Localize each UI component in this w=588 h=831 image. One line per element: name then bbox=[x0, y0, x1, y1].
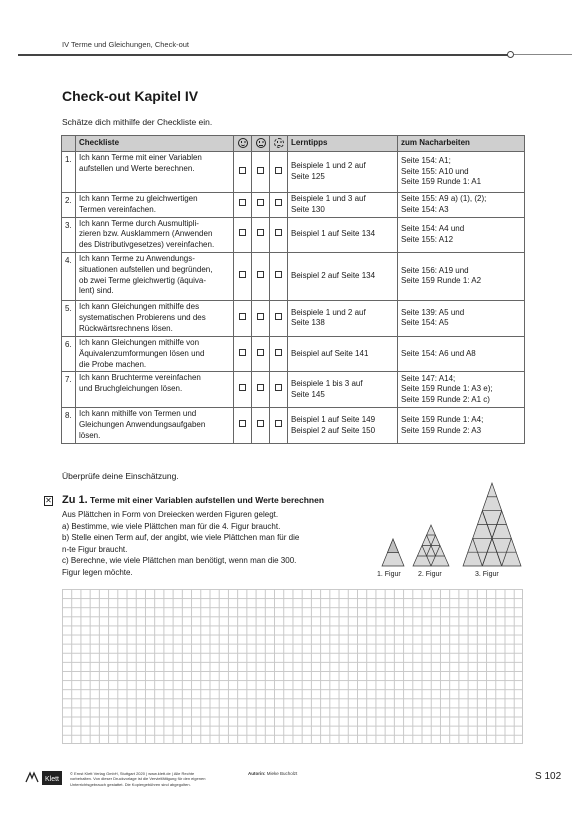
happy-cell bbox=[234, 372, 252, 408]
figure-1-label: 1. Figur bbox=[377, 571, 401, 578]
neutral-cell bbox=[252, 300, 270, 336]
competency-text bbox=[76, 336, 234, 371]
competency-line: systematischen Probierens und des bbox=[79, 312, 206, 322]
sad-cell bbox=[270, 252, 288, 300]
learning-tip bbox=[288, 372, 398, 408]
happy-cell bbox=[234, 152, 252, 193]
task-body bbox=[62, 509, 362, 579]
sad-checkbox[interactable] bbox=[275, 384, 282, 391]
figure-2-label: 2. Figur bbox=[418, 571, 442, 578]
intro-text: Schätze dich mithilfe der Checkliste ein. bbox=[62, 117, 213, 127]
practice-reference bbox=[398, 252, 525, 300]
checklist-header: Checkliste bbox=[76, 136, 234, 152]
sad-checkbox[interactable] bbox=[275, 420, 282, 427]
checklist-row bbox=[62, 217, 525, 252]
row-number: 1. bbox=[62, 152, 76, 193]
neutral-checkbox[interactable] bbox=[257, 349, 264, 356]
tip-line: Beispiele 1 und 2 auf bbox=[291, 161, 366, 171]
practice-line: Seite 154: A1; bbox=[401, 155, 451, 165]
practice-line: Seite 155: A12 bbox=[401, 234, 454, 244]
practice-line: Seite 159 Runde 1: A3 e); bbox=[401, 384, 493, 394]
happy-cell bbox=[234, 217, 252, 252]
task-heading bbox=[62, 494, 324, 506]
learning-tip bbox=[288, 252, 398, 300]
sad-cell bbox=[270, 408, 288, 444]
neutral-checkbox[interactable] bbox=[257, 271, 264, 278]
neutral-smiley-icon bbox=[252, 136, 270, 152]
practice-reference bbox=[398, 193, 525, 218]
tip-line: Seite 138 bbox=[291, 318, 325, 328]
practice-reference bbox=[398, 217, 525, 252]
learning-tip bbox=[288, 300, 398, 336]
practice-line: Seite 156: A19 und bbox=[401, 265, 469, 275]
sad-checkbox[interactable] bbox=[275, 349, 282, 356]
sad-cell bbox=[270, 372, 288, 408]
sad-checkbox[interactable] bbox=[275, 229, 282, 236]
chapter-header: IV Terme und Gleichungen, Check-out bbox=[62, 40, 190, 49]
competency-line: Rückwärtsrechnens lösen. bbox=[79, 323, 173, 333]
learning-tip bbox=[288, 408, 398, 444]
happy-smiley-icon bbox=[234, 136, 252, 152]
practice-reference bbox=[398, 372, 525, 408]
checklist-row bbox=[62, 152, 525, 193]
competency-line: zieren bzw. Ausklammern (Anwenden bbox=[79, 229, 213, 239]
competency-line: und Bruchgleichungen lösen. bbox=[79, 384, 183, 394]
competency-line: Ich kann mithilfe von Termen und bbox=[79, 409, 197, 419]
author-label: Autorin: bbox=[248, 771, 266, 776]
tip-line: Beispiel 1 auf Seite 149 bbox=[291, 415, 376, 425]
row-number: 2. bbox=[62, 193, 76, 218]
page-number: S 102 bbox=[535, 771, 562, 782]
neutral-cell bbox=[252, 152, 270, 193]
checklist-row bbox=[62, 408, 525, 444]
checkbox-task-icon: ✕ bbox=[45, 496, 52, 505]
practice-line: Seite 159 Runde 2: A1 c) bbox=[401, 395, 490, 405]
tip-line: Beispiele 1 bis 3 auf bbox=[291, 379, 363, 389]
competency-line: Ich kann Terme zu Anwendungs- bbox=[79, 253, 195, 263]
tip-line: Seite 145 bbox=[291, 389, 325, 399]
tip-line: Beispiel 2 auf Seite 134 bbox=[291, 271, 376, 281]
figure-3-label: 3. Figur bbox=[475, 571, 499, 578]
practice-reference bbox=[398, 336, 525, 371]
copyright-line: Unterrichtsgebrauch gestattet. Die Kopiergebühren sind abgegolten. bbox=[70, 781, 191, 787]
competency-text bbox=[76, 372, 234, 408]
competency-line: Ich kann Gleichungen mithilfe von bbox=[79, 337, 200, 347]
page-title: Check-out Kapitel IV bbox=[62, 88, 199, 104]
author-name: Mieke Bucholzt bbox=[266, 771, 298, 776]
practice-line: Seite 154: A6 und A8 bbox=[401, 348, 476, 358]
neutral-checkbox[interactable] bbox=[257, 167, 264, 174]
copyright-notice bbox=[70, 771, 245, 787]
practice-header: zum Nacharbeiten bbox=[398, 136, 525, 152]
learning-tip bbox=[288, 336, 398, 371]
tip-line: Seite 130 bbox=[291, 204, 325, 214]
neutral-cell bbox=[252, 217, 270, 252]
competency-text bbox=[76, 217, 234, 252]
neutral-cell bbox=[252, 408, 270, 444]
task-line: a) Bestimme, wie viele Plättchen man für die 4. Figur braucht. bbox=[62, 521, 281, 531]
header-rule-dot bbox=[507, 51, 514, 58]
neutral-checkbox[interactable] bbox=[257, 420, 264, 427]
checklist-row bbox=[62, 193, 525, 218]
sad-cell bbox=[270, 300, 288, 336]
practice-line: Seite 159 Runde 1: A1 bbox=[401, 177, 482, 187]
task-line: b) Stelle einen Term auf, der angibt, wie viele Plättchen man für die bbox=[62, 533, 300, 543]
task-number: Zu 1. bbox=[62, 494, 88, 506]
figure-3 bbox=[463, 483, 521, 566]
task-line: n-te Figur braucht. bbox=[62, 544, 128, 554]
competency-line: Ich kann Terme mit einer Variablen bbox=[79, 153, 202, 162]
copyright-line: vorbehalten. Von dieser Druckvorlage ist die Vervielfältigung für den eigenen bbox=[70, 776, 206, 782]
tip-line: Beispiel auf Seite 141 bbox=[291, 348, 369, 358]
practice-line: Seite 154: A3 bbox=[401, 204, 449, 214]
happy-checkbox[interactable] bbox=[239, 349, 246, 356]
practice-line: Seite 154: A4 und bbox=[401, 223, 465, 233]
happy-cell bbox=[234, 252, 252, 300]
sad-cell bbox=[270, 193, 288, 218]
happy-cell bbox=[234, 193, 252, 218]
competency-line: Äquivalenzumformungen lösen und bbox=[79, 348, 205, 358]
learning-tip bbox=[288, 152, 398, 193]
competency-line: Ich kann Gleichungen mithilfe des bbox=[79, 301, 200, 311]
competency-line: aufstellen und Werte berechnen. bbox=[79, 163, 195, 173]
practice-line: Seite 159 Runde 2: A3 bbox=[401, 425, 482, 435]
learning-tip bbox=[288, 193, 398, 218]
tip-line: Beispiel 2 auf Seite 150 bbox=[291, 425, 376, 435]
neutral-checkbox[interactable] bbox=[257, 229, 264, 236]
competency-line: lent) sind. bbox=[79, 286, 114, 296]
happy-checkbox[interactable] bbox=[239, 229, 246, 236]
practice-line: Seite 147: A14; bbox=[401, 373, 456, 383]
checklist-row bbox=[62, 252, 525, 300]
competency-text bbox=[76, 408, 234, 444]
neutral-cell bbox=[252, 336, 270, 371]
author-credit bbox=[248, 771, 297, 776]
answer-grid[interactable] bbox=[62, 589, 523, 744]
sad-cell bbox=[270, 336, 288, 371]
neutral-checkbox[interactable] bbox=[257, 313, 264, 320]
tip-line: Beispiele 1 und 3 auf bbox=[291, 194, 366, 203]
row-number: 7. bbox=[62, 372, 76, 408]
header-rule bbox=[18, 54, 510, 56]
happy-checkbox[interactable] bbox=[239, 384, 246, 391]
happy-checkbox[interactable] bbox=[239, 313, 246, 320]
sad-smiley-icon bbox=[270, 136, 288, 152]
sad-checkbox[interactable] bbox=[275, 313, 282, 320]
checklist-row bbox=[62, 336, 525, 371]
competency-line: situationen aufstellen und begründen, bbox=[79, 264, 213, 274]
row-number: 5. bbox=[62, 300, 76, 336]
row-number: 3. bbox=[62, 217, 76, 252]
competency-line: die Probe machen. bbox=[79, 359, 147, 369]
sad-checkbox[interactable] bbox=[275, 271, 282, 278]
task-line: Figur legen möchte. bbox=[62, 567, 133, 577]
tip-line: Beispiele 1 und 2 auf bbox=[291, 307, 366, 317]
klett-logo-text: Klett bbox=[44, 776, 60, 783]
neutral-checkbox[interactable] bbox=[257, 199, 264, 206]
competency-line: ob zwei Terme gleichwertig (äquiva- bbox=[79, 275, 207, 285]
competency-line: Gleichungen Anwendungsaufgaben bbox=[79, 420, 206, 430]
sad-cell bbox=[270, 152, 288, 193]
tips-header: Lerntipps bbox=[288, 136, 398, 152]
competency-line: lösen. bbox=[79, 430, 101, 440]
number-header bbox=[62, 136, 76, 152]
task-line: c) Berechne, wie viele Plättchen man benötigt, wenn man die 300. bbox=[62, 556, 297, 566]
checklist-row bbox=[62, 372, 525, 408]
competency-text bbox=[76, 152, 234, 193]
competency-line: des Distributivgesetzes) vereinfachen. bbox=[79, 240, 215, 250]
row-number: 8. bbox=[62, 408, 76, 444]
competency-line: Ich kann Terme durch Ausmultipli- bbox=[79, 218, 199, 228]
figure-2 bbox=[413, 525, 449, 566]
competency-line: Termen vereinfachen. bbox=[79, 204, 156, 214]
checklist-header-row bbox=[62, 136, 525, 152]
header-rule-end bbox=[514, 54, 572, 55]
practice-line: Seite 155: A10 und bbox=[401, 166, 469, 176]
happy-checkbox[interactable] bbox=[239, 199, 246, 206]
sad-cell bbox=[270, 217, 288, 252]
happy-checkbox[interactable] bbox=[239, 420, 246, 427]
checklist-row bbox=[62, 300, 525, 336]
neutral-cell bbox=[252, 372, 270, 408]
practice-line: Seite 139: A5 und bbox=[401, 307, 465, 317]
row-number: 6. bbox=[62, 336, 76, 371]
triangle-figures bbox=[375, 480, 535, 580]
happy-checkbox[interactable] bbox=[239, 167, 246, 174]
copyright-line: © Ernst Klett Verlag GmbH, Stuttgart 2020 | www.klett.de | Alle Rechte bbox=[70, 771, 195, 776]
review-text: Überprüfe deine Einschätzung. bbox=[62, 471, 179, 481]
figure-1 bbox=[382, 539, 404, 566]
tip-line: Beispiel 1 auf Seite 134 bbox=[291, 229, 376, 239]
task-title: Terme mit einer Variablen aufstellen und Werte berechnen bbox=[90, 495, 325, 505]
tip-line: Seite 125 bbox=[291, 172, 325, 181]
happy-cell bbox=[234, 336, 252, 371]
klett-logo bbox=[24, 770, 64, 786]
happy-cell bbox=[234, 300, 252, 336]
neutral-cell bbox=[252, 252, 270, 300]
happy-checkbox[interactable] bbox=[239, 271, 246, 278]
practice-line: Seite 154: A5 bbox=[401, 318, 449, 328]
competency-text bbox=[76, 252, 234, 300]
competency-text bbox=[76, 300, 234, 336]
row-number: 4. bbox=[62, 252, 76, 300]
neutral-cell bbox=[252, 193, 270, 218]
sad-checkbox[interactable] bbox=[275, 199, 282, 206]
learning-tip bbox=[288, 217, 398, 252]
competency-line: Ich kann Terme zu gleichwertigen bbox=[79, 194, 198, 203]
happy-cell bbox=[234, 408, 252, 444]
practice-reference bbox=[398, 300, 525, 336]
practice-line: Seite 159 Runde 1: A2 bbox=[401, 276, 482, 286]
practice-reference bbox=[398, 408, 525, 444]
practice-line: Seite 155: A9 a) (1), (2); bbox=[401, 194, 487, 203]
competency-text bbox=[76, 193, 234, 218]
sad-checkbox[interactable] bbox=[275, 167, 282, 174]
checklist-table bbox=[61, 135, 525, 444]
competency-line: Ich kann Bruchterme vereinfachen bbox=[79, 373, 201, 383]
practice-reference bbox=[398, 152, 525, 193]
practice-line: Seite 159 Runde 1: A4; bbox=[401, 415, 484, 425]
task-line: Aus Plättchen in Form von Dreiecken werden Figuren gelegt. bbox=[62, 510, 279, 519]
neutral-checkbox[interactable] bbox=[257, 384, 264, 391]
